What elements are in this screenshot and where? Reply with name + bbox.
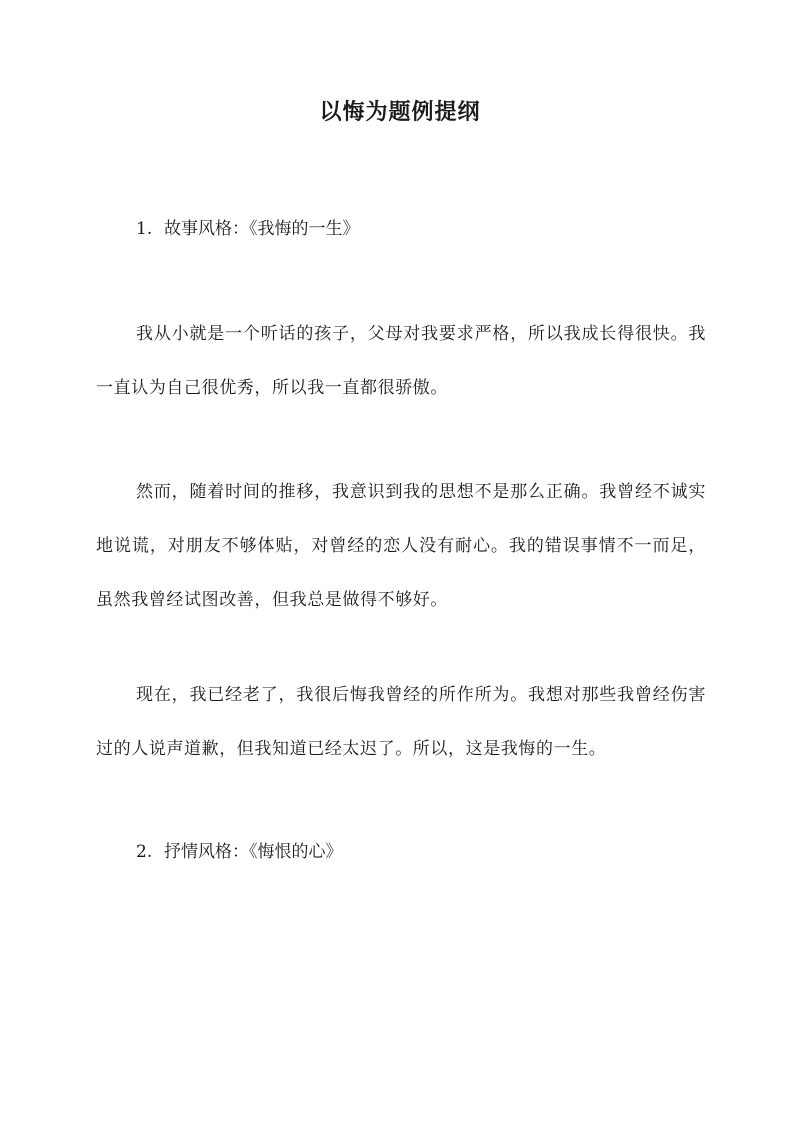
- paragraph-1: 我从小就是一个听话的孩子，父母对我要求严格，所以我成长得很快。我一直认为自己很优秀，所以我一直都很骄傲。: [96, 324, 706, 398]
- section-number-2: 2.: [136, 842, 153, 862]
- paragraph-3: 现在，我已经老了，我很后悔我曾经的所作所为。我想对那些我曾经伤害过的人说声道歉，但我知道已经太迟了。所以，这是我悔的一生。: [96, 685, 706, 759]
- section-heading-1: [136, 216, 360, 242]
- section-heading-text-2: 抒情风格：《悔恨的心》: [164, 842, 343, 862]
- paragraph-2: 然而，随着时间的推移，我意识到我的思想不是那么正确。我曾经不诚实地说谎，对朋友不够体贴，对曾经的恋人没有耐心。我的错误事情不一而足，虽然我曾经试图改善，但我总是做得不够好。: [96, 482, 706, 610]
- section-heading-2: [136, 839, 343, 865]
- document-title: 以悔为题例提纲: [319, 99, 481, 125]
- section-heading-text-1: 故事风格：《我悔的一生》: [164, 219, 360, 239]
- section-number-1: 1.: [136, 219, 153, 239]
